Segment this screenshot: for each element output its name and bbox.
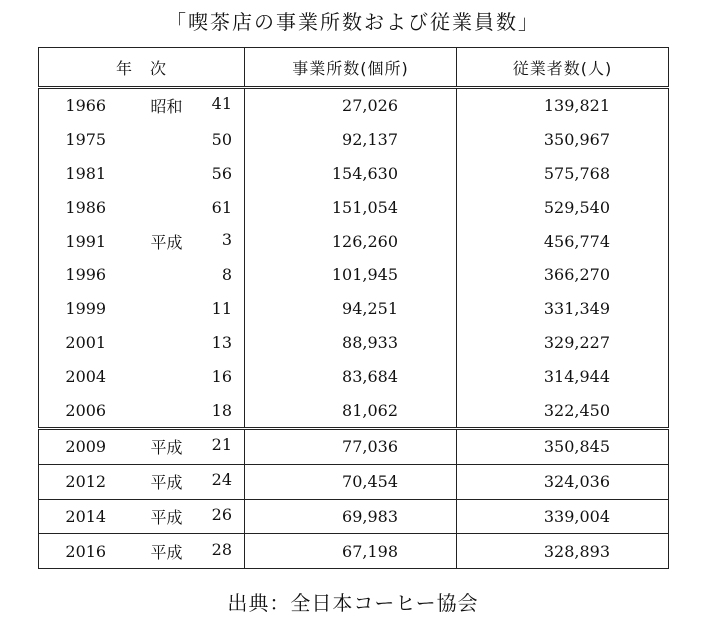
table-row [39, 292, 669, 326]
cell-employees: 324,036 [457, 464, 669, 499]
cell-era [141, 326, 245, 360]
cell-employees: 329,227 [457, 326, 669, 360]
era-year: 26 [211, 504, 233, 524]
cell-year: 2004 [39, 359, 141, 393]
cell-employees: 328,893 [457, 534, 669, 569]
statistics-table [38, 47, 669, 569]
era-year: 16 [211, 366, 233, 386]
cell-establishments: 77,036 [245, 428, 457, 464]
cell-year: 1975 [39, 123, 141, 157]
cell-establishments: 70,454 [245, 464, 457, 499]
cell-employees: 366,270 [457, 258, 669, 292]
cell-employees: 529,540 [457, 190, 669, 224]
cell-establishments: 92,137 [245, 123, 457, 157]
era-year: 11 [211, 299, 233, 319]
cell-year: 1986 [39, 190, 141, 224]
cell-employees: 139,821 [457, 88, 669, 123]
cell-era [141, 464, 245, 499]
table-row [39, 534, 669, 569]
cell-era [141, 428, 245, 464]
cell-employees: 314,944 [457, 359, 669, 393]
era-name: 平成 [150, 507, 183, 527]
cell-era [141, 157, 245, 191]
cell-year: 2001 [39, 326, 141, 360]
era-name: 平成 [150, 438, 183, 458]
cell-establishments: 126,260 [245, 224, 457, 258]
era-name: 平成 [150, 473, 183, 493]
era-year: 8 [221, 265, 233, 285]
cell-era [141, 393, 245, 428]
cell-era [141, 123, 245, 157]
table-row [39, 393, 669, 428]
header-employees: 従業者数(人) [457, 48, 669, 88]
era-year: 24 [211, 470, 233, 490]
cell-establishments: 81,062 [245, 393, 457, 428]
source-note: 出典：全日本コーヒー協会 [227, 591, 479, 615]
cell-year: 2009 [39, 428, 141, 464]
cell-year: 1999 [39, 292, 141, 326]
document-title: 「喫茶店の事業所数および従業員数」 [166, 10, 540, 34]
table-row [39, 190, 669, 224]
cell-employees: 322,450 [457, 393, 669, 428]
table-row [39, 88, 669, 123]
header-establishments: 事業所数(個所) [245, 48, 457, 88]
cell-employees: 456,774 [457, 224, 669, 258]
cell-employees: 339,004 [457, 499, 669, 534]
cell-era [141, 258, 245, 292]
table-row [39, 464, 669, 499]
era-year: 21 [211, 435, 233, 455]
cell-employees: 350,845 [457, 428, 669, 464]
era-year: 18 [211, 400, 233, 420]
table-row [39, 326, 669, 360]
era-year: 41 [211, 94, 233, 114]
era-year: 28 [211, 539, 233, 559]
cell-era [141, 190, 245, 224]
cell-employees: 575,768 [457, 157, 669, 191]
era-year: 61 [211, 197, 233, 217]
cell-establishments: 154,630 [245, 157, 457, 191]
cell-employees: 331,349 [457, 292, 669, 326]
table-row [39, 428, 669, 464]
table-body [39, 88, 669, 569]
cell-year: 1996 [39, 258, 141, 292]
cell-establishments: 83,684 [245, 359, 457, 393]
era-year: 3 [221, 229, 233, 249]
cell-year: 1991 [39, 224, 141, 258]
table-header-row [39, 48, 669, 88]
table-row [39, 258, 669, 292]
cell-era [141, 88, 245, 123]
cell-year: 2016 [39, 534, 141, 569]
cell-establishments: 27,026 [245, 88, 457, 123]
cell-year: 2006 [39, 393, 141, 428]
cell-establishments: 151,054 [245, 190, 457, 224]
cell-era [141, 359, 245, 393]
cell-establishments: 101,945 [245, 258, 457, 292]
era-name: 平成 [150, 232, 183, 252]
era-name: 平成 [150, 542, 183, 562]
table-row [39, 224, 669, 258]
cell-year: 1981 [39, 157, 141, 191]
header-year: 年 次 [39, 48, 245, 88]
cell-year: 2012 [39, 464, 141, 499]
era-year: 13 [211, 332, 233, 352]
cell-era [141, 534, 245, 569]
era-name: 昭和 [150, 97, 183, 117]
cell-establishments: 67,198 [245, 534, 457, 569]
cell-establishments: 88,933 [245, 326, 457, 360]
era-year: 56 [211, 163, 233, 183]
cell-establishments: 69,983 [245, 499, 457, 534]
cell-era [141, 224, 245, 258]
table-row [39, 499, 669, 534]
table-row [39, 359, 669, 393]
cell-year: 1966 [39, 88, 141, 123]
cell-employees: 350,967 [457, 123, 669, 157]
table-row [39, 123, 669, 157]
cell-era [141, 292, 245, 326]
cell-year: 2014 [39, 499, 141, 534]
cell-era [141, 499, 245, 534]
era-year: 50 [211, 130, 233, 150]
table-row [39, 157, 669, 191]
cell-establishments: 94,251 [245, 292, 457, 326]
